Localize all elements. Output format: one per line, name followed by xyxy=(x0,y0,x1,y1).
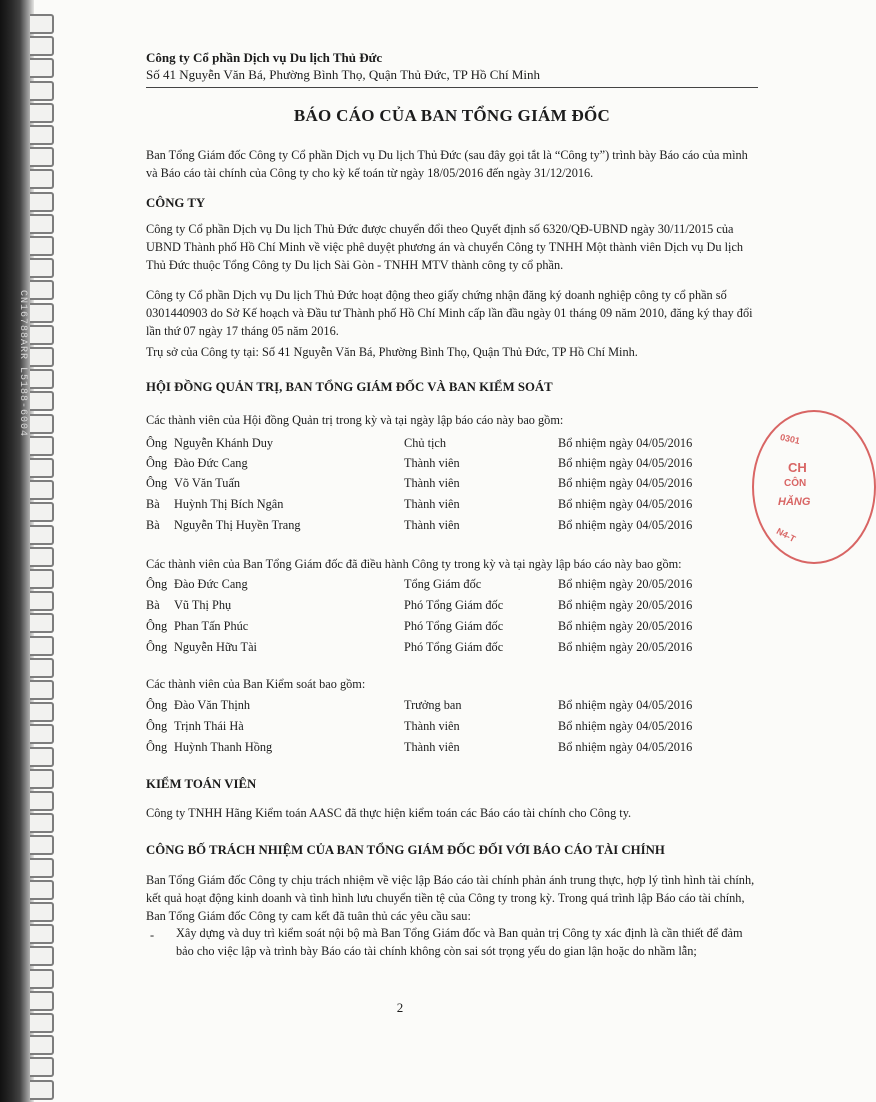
member-salutation: Ông xyxy=(146,740,168,754)
company-paragraph-2: Công ty Cổ phần Dịch vụ Du lịch Thủ Đức hoạt động theo giấy chứng nhận đăng ký doanh nghiệp công ty cổ phần số 0301440903 do Sở Kế hoạch và Đầu tư Thành phố Hồ Chí Minh cấp lần đầu ngày 01 tháng 09 năm 2010, đăng ký thay đổi lần thứ 07 ngày 17 tháng 05 năm 2016. xyxy=(146,288,753,338)
member-name: Nguyễn Hữu Tài xyxy=(174,640,257,654)
member-role: Thành viên xyxy=(404,476,460,490)
member-role: Thành viên xyxy=(404,497,460,511)
member-name: Đào Đức Cang xyxy=(174,577,248,591)
member-salutation: Ông xyxy=(146,456,168,470)
member-appointment: Bổ nhiệm ngày 04/05/2016 xyxy=(558,740,693,754)
member-salutation: Ông xyxy=(146,619,168,633)
seal-text-1: 0301 xyxy=(779,432,801,446)
member-role: Tổng Giám đốc xyxy=(404,577,482,591)
board-row xyxy=(146,497,706,517)
member-role: Thành viên xyxy=(404,456,460,470)
member-name: Đào Đức Cang xyxy=(174,456,248,470)
member-role: Trưởng ban xyxy=(404,698,462,712)
member-role: Phó Tổng Giám đốc xyxy=(404,640,504,654)
member-salutation: Ông xyxy=(146,577,168,591)
member-appointment: Bổ nhiệm ngày 04/05/2016 xyxy=(558,518,693,532)
board-row xyxy=(146,518,706,538)
board-heading: HỘI ĐỒNG QUẢN TRỊ, BAN TỔNG GIÁM ĐỐC VÀ BAN KIỂM SOÁT xyxy=(146,380,553,394)
board-row xyxy=(146,436,706,456)
page-title: BÁO CÁO CỦA BAN TỔNG GIÁM ĐỐC xyxy=(293,106,611,125)
seal-text-5: N4-T xyxy=(774,525,798,545)
member-role: Phó Tổng Giám đốc xyxy=(404,619,504,633)
company-heading: CÔNG TY xyxy=(146,196,206,210)
header-company-name: Công ty Cổ phần Dịch vụ Du lịch Thủ Đức xyxy=(146,50,383,65)
management-row xyxy=(146,577,706,597)
company-paragraph-1: Công ty Cổ phần Dịch vụ Du lịch Thủ Đức được chuyển đổi theo Quyết định số 6320/QĐ-UBND ngày 30/11/2015 của UBND Thành phố Hồ Chí Minh về việc phê duyệt phương án và chuyển Công ty TNHH Một thành viên Dịch vụ Du lịch Thủ Đức thuộc Tổng Công ty Du lịch Sài Gòn - TNHH MTV thành công ty cổ phần. xyxy=(146,222,744,272)
company-paragraph-3: Trụ sở của Công ty tại: Số 41 Nguyễn Văn Bá, Phường Bình Thọ, Quận Thủ Đức, TP Hồ Chí Minh. xyxy=(146,345,638,359)
auditor-heading: KIỂM TOÁN VIÊN xyxy=(146,777,257,791)
member-appointment: Bổ nhiệm ngày 20/05/2016 xyxy=(558,619,693,633)
board-intro: Các thành viên của Hội đồng Quản trị trong kỳ và tại ngày lập báo cáo này bao gồm: xyxy=(146,413,564,427)
board-row xyxy=(146,476,706,496)
member-appointment: Bổ nhiệm ngày 04/05/2016 xyxy=(558,497,693,511)
management-row xyxy=(146,598,706,618)
member-salutation: Ông xyxy=(146,640,168,654)
seal-text-2: CH xyxy=(788,460,807,475)
member-salutation: Bà xyxy=(146,497,160,511)
responsibility-paragraph: Ban Tổng Giám đốc Công ty chịu trách nhiệm về việc lập Báo cáo tài chính phản ánh trung thực, hợp lý tình hình tài chính, kết quả hoạt động kinh doanh và tình hình lưu chuyển tiền tệ của Công ty trong kỳ. Trong quá trình lập Báo cáo tài chính, Ban Tổng Giám đốc Công ty cam kết đã tuân thủ các yêu cầu sau: xyxy=(146,873,755,923)
member-name: Huỳnh Thị Bích Ngân xyxy=(174,497,284,511)
member-name: Vũ Thị Phụ xyxy=(174,598,232,612)
member-appointment: Bổ nhiệm ngày 04/05/2016 xyxy=(558,476,693,490)
member-appointment: Bổ nhiệm ngày 04/05/2016 xyxy=(558,456,693,470)
member-name: Đào Văn Thịnh xyxy=(174,698,251,712)
member-salutation: Ông xyxy=(146,436,168,450)
member-name: Nguyễn Thị Huyền Trang xyxy=(174,518,301,532)
member-name: Võ Văn Tuấn xyxy=(174,476,241,490)
seal-text-4: HĂNG xyxy=(778,496,811,508)
board-row xyxy=(146,456,706,476)
member-name: Phan Tấn Phúc xyxy=(174,619,249,633)
member-name: Nguyễn Khánh Duy xyxy=(174,436,274,450)
responsibility-heading: CÔNG BỐ TRÁCH NHIỆM CỦA BAN TỔNG GIÁM ĐỐC ĐỐI VỚI BÁO CÁO TÀI CHÍNH xyxy=(146,843,665,857)
member-appointment: Bổ nhiệm ngày 20/05/2016 xyxy=(558,577,693,591)
member-appointment: Bổ nhiệm ngày 04/05/2016 xyxy=(558,719,693,733)
member-salutation: Bà xyxy=(146,518,160,532)
supervisory-row xyxy=(146,740,706,760)
member-salutation: Ông xyxy=(146,698,168,712)
member-role: Chủ tịch xyxy=(404,436,447,450)
member-appointment: Bổ nhiệm ngày 04/05/2016 xyxy=(558,436,693,450)
member-salutation: Ông xyxy=(146,476,168,490)
bullet-marker: - xyxy=(150,928,155,942)
member-role: Thành viên xyxy=(404,518,460,532)
supervisory-row xyxy=(146,719,706,739)
member-salutation: Bà xyxy=(146,598,160,612)
member-name: Trịnh Thái Hà xyxy=(174,719,244,733)
side-serial-code: CN16788ARR L5188-6004 xyxy=(17,290,28,438)
management-row xyxy=(146,640,706,660)
supervisory-intro: Các thành viên của Ban Kiểm soát bao gồm: xyxy=(146,677,366,691)
page-number: 2 xyxy=(396,1000,404,1015)
management-intro: Các thành viên của Ban Tổng Giám đốc đã điều hành Công ty trong kỳ và tại ngày lập báo cáo này bao gồm: xyxy=(146,557,682,571)
member-appointment: Bổ nhiệm ngày 20/05/2016 xyxy=(558,640,693,654)
header-address: Số 41 Nguyễn Văn Bá, Phường Bình Thọ, Quận Thủ Đức, TP Hồ Chí Minh xyxy=(146,67,541,82)
member-role: Phó Tổng Giám đốc xyxy=(404,598,504,612)
auditor-paragraph: Công ty TNHH Hãng Kiểm toán AASC đã thực hiện kiểm toán các Báo cáo tài chính cho Công ty. xyxy=(146,806,632,820)
member-appointment: Bổ nhiệm ngày 20/05/2016 xyxy=(558,598,693,612)
member-role: Thành viên xyxy=(404,719,460,733)
supervisory-row xyxy=(146,698,706,718)
management-row xyxy=(146,619,706,639)
member-appointment: Bổ nhiệm ngày 04/05/2016 xyxy=(558,698,693,712)
responsibility-bullet-1: Xây dựng và duy trì kiểm soát nội bộ mà Ban Tổng Giám đốc và Ban quản trị Công ty xác định là cần thiết để đảm bảo cho việc lập và trình bày Báo cáo tài chính không còn sai sót trọng yếu do gian lận hoặc do nhầm lẫn; xyxy=(176,926,743,958)
member-salutation: Ông xyxy=(146,719,168,733)
member-name: Huỳnh Thanh Hồng xyxy=(174,740,273,754)
intro-paragraph: Ban Tổng Giám đốc Công ty Cổ phần Dịch vụ Du lịch Thủ Đức (sau đây gọi tắt là “Công ty”) trình bày Báo cáo của mình và Báo cáo tài chính của Công ty cho kỳ kế toán từ ngày 18/05/2016 đến ngày 31/12/2016. xyxy=(146,148,748,180)
member-role: Thành viên xyxy=(404,740,460,754)
header-divider xyxy=(146,87,758,88)
seal-text-3: CÔN xyxy=(784,478,807,489)
